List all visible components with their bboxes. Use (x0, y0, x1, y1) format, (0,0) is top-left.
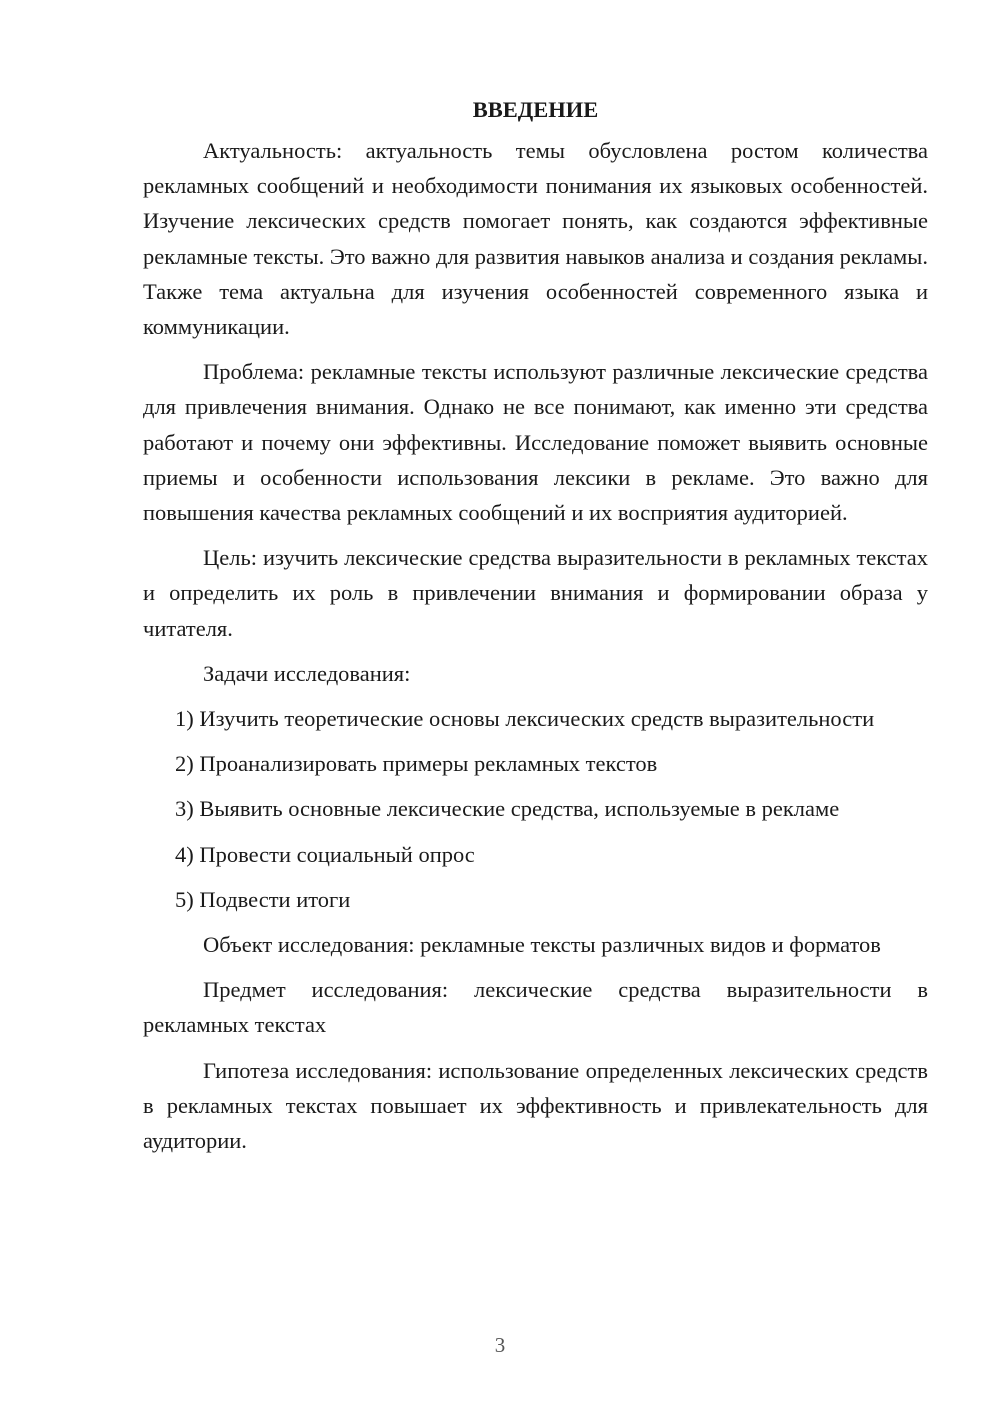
page-number: 3 (494, 1333, 506, 1357)
subject-paragraph: Предмет исследования: лексические средства выразительности в рекламных текстах (143, 977, 928, 1038)
task-item-2: 2) Проанализировать примеры рекламных текстов (175, 751, 658, 777)
problem-paragraph: Проблема: рекламные тексты используют различные лексические средства для привлечения внимания. Однако не все понимают, как именно эти средства работают и почему они эффективны. Исследование поможет выявить основные приемы и особенности использования лексики в рекламе. Это важно для повышения качества рекламных сообщений и их восприятия аудиторией. (143, 359, 928, 526)
document-page (143, 95, 928, 1168)
section-title: ВВЕДЕНИЕ (472, 97, 599, 122)
relevance-paragraph: Актуальность: актуальность темы обусловлена ростом количества рекламных сообщений и необходимости понимания их языковых особенностей. Изучение лексических средств помогает понять, как создаются эффективные рекламные тексты. Это важно для развития навыков анализа и создания рекламы. Также тема актуальна для изучения особенностей современного языка и коммуникации. (143, 138, 928, 340)
tasks-heading: Задачи исследования: (203, 660, 411, 686)
object-paragraph: Объект исследования: рекламные тексты различных видов и форматов (203, 932, 881, 958)
hypothesis-paragraph: Гипотеза исследования: использование определенных лексических средств в рекламных текстах повышает их эффективность и привлекательность для аудитории. (143, 1057, 928, 1154)
task-item-4: 4) Провести социальный опрос (175, 841, 475, 867)
task-item-5: 5) Подвести итоги (175, 886, 351, 912)
task-item-3: 3) Выявить основные лексические средства, используемые в рекламе (175, 796, 840, 822)
task-item-1: 1) Изучить теоретические основы лексических средств выразительности (175, 706, 875, 732)
goal-paragraph: Цель: изучить лексические средства выразительности в рекламных текстах и определить их роль в привлечении внимания и формировании образа у читателя. (143, 545, 928, 641)
